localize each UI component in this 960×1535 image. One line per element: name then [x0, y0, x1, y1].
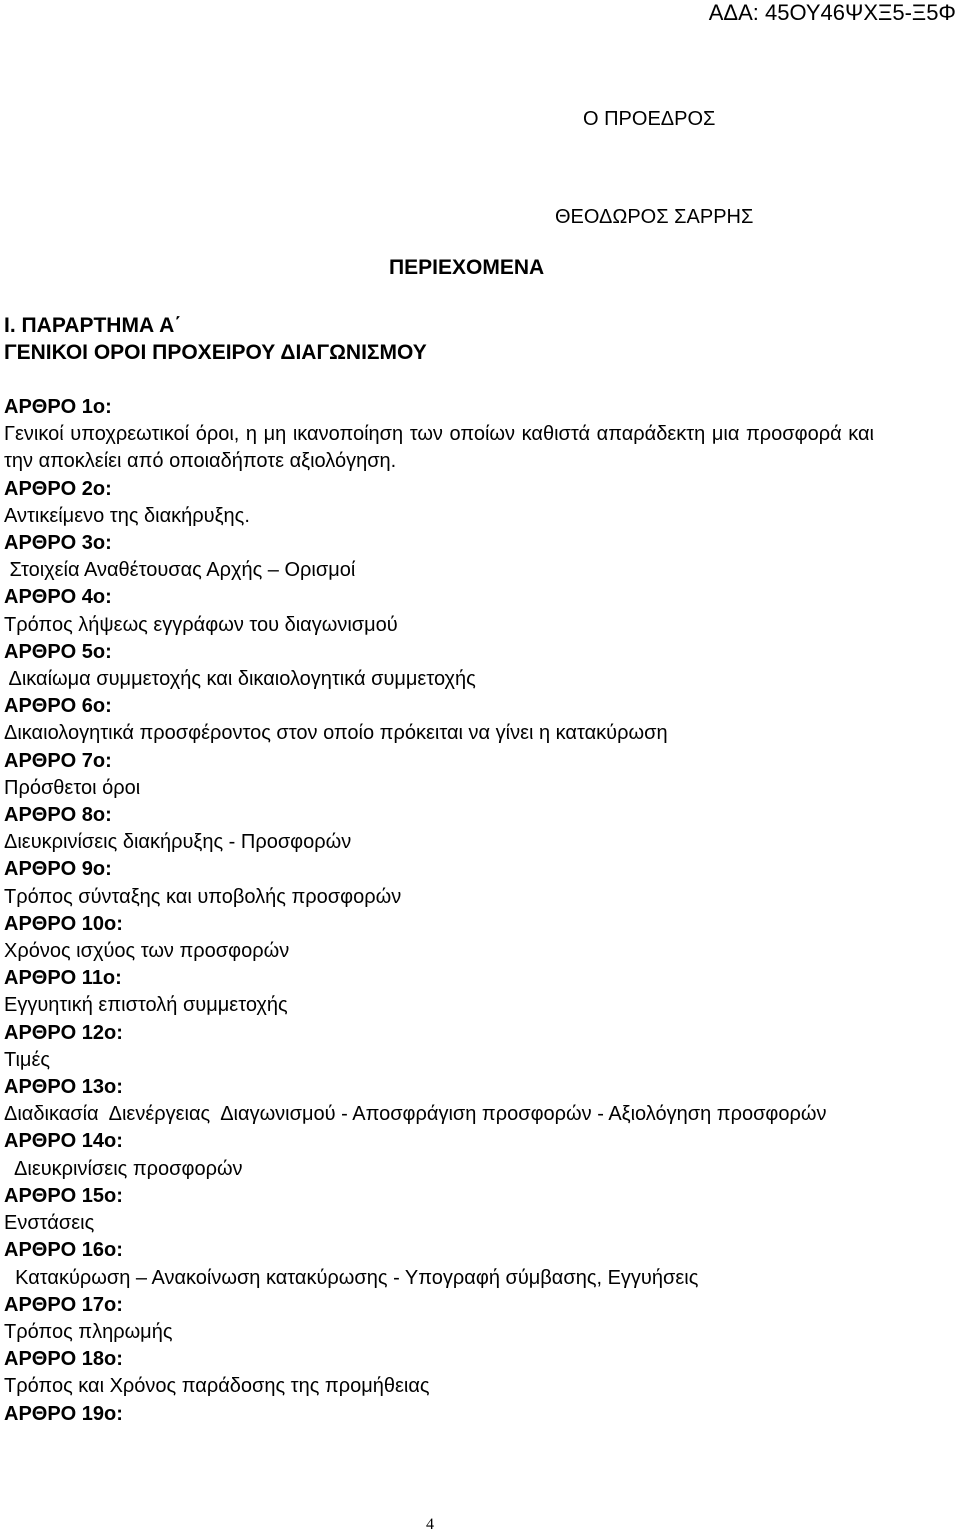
article-list [4, 394, 874, 1428]
article-title: Χρόνος ισχύος των προσφορών [4, 940, 290, 963]
article-item [4, 911, 874, 965]
article-item [4, 1020, 874, 1074]
article-title: Στοιχεία Αναθέτουσας Αρχής – Ορισμοί [4, 559, 356, 582]
article-item [4, 1346, 874, 1400]
article-title: Πρόσθετοι όροι [4, 776, 141, 799]
article-title: Κατακύρωση – Ανακοίνωση κατακύρωσης - Υπογραφή σύμβασης, Εγγυήσεις [4, 1266, 699, 1289]
article-item [4, 965, 874, 1019]
article-title: Διευκρινίσεις διακήρυξης - Προσφορών [4, 831, 352, 854]
article-title: Τρόπος λήψεως εγγράφων του διαγωνισμού [4, 613, 398, 636]
article-title: Τιμές [4, 1048, 50, 1071]
article-heading: ΑΡΘΡΟ 19ο: [4, 1402, 123, 1425]
article-heading: ΑΡΘΡΟ 9ο: [4, 858, 112, 881]
article-item [4, 584, 874, 638]
article-item [4, 748, 874, 802]
article-item [4, 693, 874, 747]
article-title: Εγγυητική επιστολή συμμετοχής [4, 994, 288, 1017]
article-item [4, 1401, 874, 1428]
article-title: Τρόπος και Χρόνος παράδοσης της προμήθειας [4, 1375, 430, 1398]
article-item [4, 1183, 874, 1237]
article-heading: ΑΡΘΡΟ 7ο: [4, 749, 112, 772]
toc-title: ΠΕΡΙΕΧΟΜΕΝΑ [389, 256, 545, 279]
article-heading: ΑΡΘΡΟ 3ο: [4, 532, 112, 555]
article-heading: ΑΡΘΡΟ 8ο: [4, 804, 112, 827]
article-heading: ΑΡΘΡΟ 13ο: [4, 1076, 123, 1099]
article-item [4, 856, 874, 910]
article-item [4, 639, 874, 693]
article-title: Διαδικασία Διενέργειας Διαγωνισμού - Αποσφράγιση προσφορών - Αξιολόγηση προσφορών [4, 1103, 827, 1126]
article-heading: ΑΡΘΡΟ 5ο: [4, 640, 112, 663]
annex-line-2: ΓΕΝΙΚΟΙ ΟΡΟΙ ΠΡΟΧΕΙΡΟΥ ΔΙΑΓΩΝΙΣΜΟΥ [4, 341, 427, 364]
article-item [4, 476, 874, 530]
article-title: Διευκρινίσεις προσφορών [4, 1157, 243, 1180]
article-item [4, 1128, 874, 1182]
annex-line-1: Ι. ΠΑΡΑΡΤΗΜΑ Α΄ [4, 314, 182, 337]
article-heading: ΑΡΘΡΟ 1ο: [4, 396, 112, 418]
article-title: Δικαίωμα συμμετοχής και δικαιολογητικά συμμετοχής [4, 668, 476, 691]
article-title: Τρόπος σύνταξης και υποβολής προσφορών [4, 885, 402, 908]
article-item [4, 530, 874, 584]
article-heading: ΑΡΘΡΟ 10ο: [4, 912, 123, 935]
article-heading: ΑΡΘΡΟ 18ο: [4, 1348, 123, 1371]
article-heading: ΑΡΘΡΟ 4ο: [4, 586, 112, 609]
article-heading: ΑΡΘΡΟ 12ο: [4, 1021, 123, 1044]
article-heading: ΑΡΘΡΟ 17ο: [4, 1293, 123, 1316]
article-heading: ΑΡΘΡΟ 2ο: [4, 477, 112, 500]
article-item [4, 394, 874, 476]
annex-heading [4, 312, 427, 366]
article-item [4, 802, 874, 856]
page-number: 4 [426, 1516, 434, 1533]
article-heading: ΑΡΘΡΟ 15ο: [4, 1184, 123, 1207]
article-heading: ΑΡΘΡΟ 14ο: [4, 1130, 123, 1153]
article-title: Τρόπος πληρωμής [4, 1320, 173, 1343]
article-title: Γενικοί υποχρεωτικοί όροι, η μη ικανοποίηση των οποίων καθιστά απαράδεκτη μια προσφορά και την αποκλείει από οποιαδήποτε αξιολόγηση. [4, 423, 874, 473]
article-heading: ΑΡΘΡΟ 6ο: [4, 695, 112, 718]
article-item [4, 1237, 874, 1291]
article-title: Αντικείμενο της διακήρυξης. [4, 504, 250, 527]
article-item [4, 1292, 874, 1346]
article-title: Δικαιολογητικά προσφέροντος στον οποίο πρόκειται να γίνει η κατακύρωση [4, 722, 668, 745]
article-title: Ενστάσεις [4, 1212, 95, 1235]
signature-role: Ο ΠΡΟΕΔΡΟΣ [583, 108, 716, 130]
article-item [4, 1074, 874, 1128]
ada-code: ΑΔΑ: 45ΟΥ46ΨΧΞ5-Ξ5Φ [708, 0, 956, 25]
article-heading: ΑΡΘΡΟ 16ο: [4, 1239, 123, 1262]
signature-name: ΘΕΟΔΩΡΟΣ ΣΑΡΡΗΣ [555, 206, 754, 228]
article-heading: ΑΡΘΡΟ 11ο: [4, 967, 122, 990]
